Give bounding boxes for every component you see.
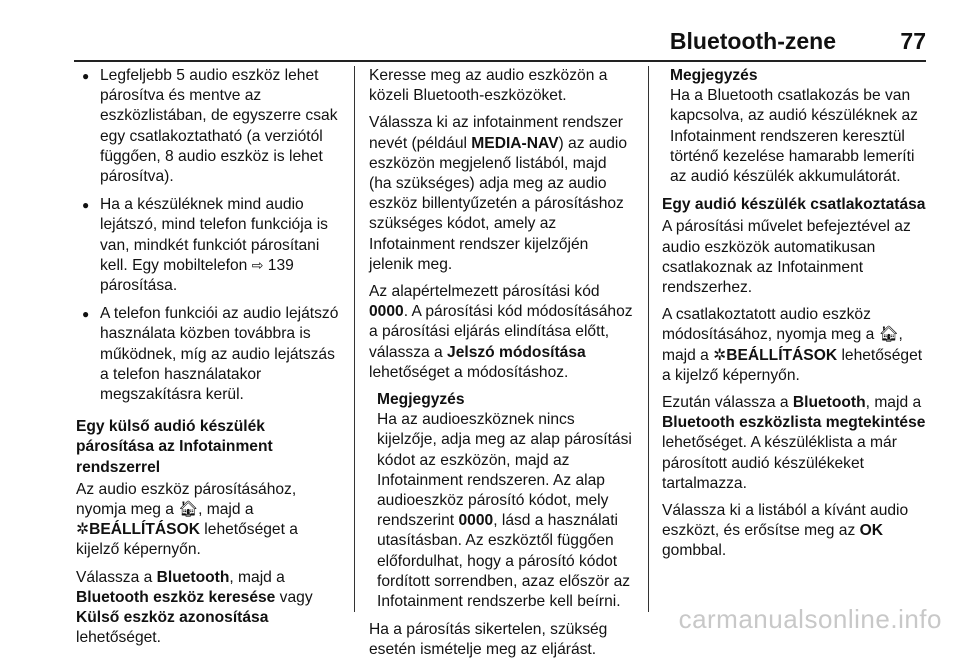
paragraph: Válassza ki az infotainment rendszer nevét (például MEDIA-NAV) az audio eszközön megjelenő listából, majd (ha szükséges) adja meg az audio eszköz billentyűzetén a párosításhoz szükséges kódot, amely az Infotainment rendszer kijelzőjén jelenik meg.: [369, 114, 627, 273]
column-divider: [354, 66, 355, 612]
page-header: [74, 24, 926, 60]
list-item: ● Ha a készüléknek mind audio lejátszó, mind telefon funkciója is van, mindkét funkciót párosítani kell. Egy mobiltelefon ⇨ 139 párosítása.: [76, 195, 342, 296]
paragraph: Az alapértelmezett párosítási kód 0000. A párosítási kód módosításához a párosítási eljárás elindítása előtt, válassza a Jelszó módosítása lehetőséget a módosításhoz.: [369, 283, 633, 381]
bullet-list: [76, 66, 342, 405]
paragraph: Az audio eszköz párosításához, nyomja meg a 🏠︎, majd a ✲BEÁLLÍTÁSOK lehetőséget a kijelző képernyőn.: [76, 480, 298, 559]
note-title: Megjegyzés: [670, 67, 758, 84]
paragraph: A csatlakoztatott audio eszköz módosításához, nyomja meg a 🏠︎, majd a ✲BEÁLLÍTÁSOK lehetőséget a kijelző képernyőn.: [662, 306, 923, 384]
column-divider: [648, 66, 649, 612]
note-box: [662, 66, 928, 187]
note-box: [369, 390, 633, 612]
paragraph: Keresse meg az audio eszközön a közeli Bluetooth-eszközöket.: [369, 67, 608, 105]
paragraph: Válassza ki a listából a kívánt audio eszközt, és erősítse meg az OK gombbal.: [662, 502, 909, 560]
page-number: 77: [900, 28, 926, 54]
arrow-ref-icon: ⇨: [251, 257, 264, 274]
home-icon: 🏠︎: [878, 326, 899, 344]
watermark: carmanualsonline.info: [678, 604, 942, 634]
note-title: Megjegyzés: [377, 391, 465, 409]
column-3: [662, 66, 928, 569]
gear-icon: ✲: [713, 346, 727, 364]
gear-icon: ✲: [76, 521, 90, 539]
paragraph: Ezután válassza a Bluetooth, majd a Bluetooth eszközlista megtekintése lehetőséget. A készüléklista a már párosított audió készülékeket tartalmazza.: [662, 394, 926, 492]
section-heading: Egy audió készülék csatlakoztatása: [662, 196, 926, 214]
list-item: ● A telefon funkciói az audio lejátszó használata közben továbbra is működnek, míg az audio lejátszás a telefon használatakor megszakításra kerül.: [76, 304, 342, 405]
column-2: [369, 66, 633, 668]
header-rule: [74, 60, 926, 62]
page-title: Bluetooth-zene: [669, 28, 836, 54]
section-heading: Egy külső audió készülék párosítása az Infotainment rendszerrel: [76, 418, 273, 476]
home-icon: 🏠︎: [178, 501, 199, 519]
column-1: [76, 66, 342, 655]
paragraph: A párosítási művelet befejeztével az audio eszközök automatikusan csatlakoznak az Infotainment rendszerhez.: [662, 218, 911, 297]
list-item: ● Legfeljebb 5 audio eszköz lehet párosítva és mentve az eszközlistában, de egyszerre csak egy csatlakoztatható (a verziótól függően, 8 audio eszköz is lehet párosítva).: [76, 66, 342, 187]
page-reference[interactable]: 139: [267, 256, 294, 274]
paragraph: Ha a párosítás sikertelen, szükség esetén ismételje meg az eljárást.: [369, 621, 608, 659]
note-text: Ha a Bluetooth csatlakozás be van kapcsolva, az audió készüléknek az Infotainment rendszeren keresztül történő kezelése hamarabb lemeríti az audió készülék akkumulátorát.: [670, 87, 918, 186]
paragraph: Válassza a Bluetooth, majd a Bluetooth eszköz keresése vagy Külső eszköz azonosítása lehetőséget.: [76, 568, 313, 647]
note-text: Ha az audioeszköznek nincs kijelzője, adja meg az alap párosítási kódot az eszközön, majd az Infotainment rendszeren. Az alap audioeszköz párosító kódot, mely rendszerint 0000, lásd a használati utasításban. Az eszköztől függően előfordulhat, hogy a párosító kódot fordított sorrendben, azaz először az Infotainment rendszerbe kell beírni.: [377, 411, 632, 611]
